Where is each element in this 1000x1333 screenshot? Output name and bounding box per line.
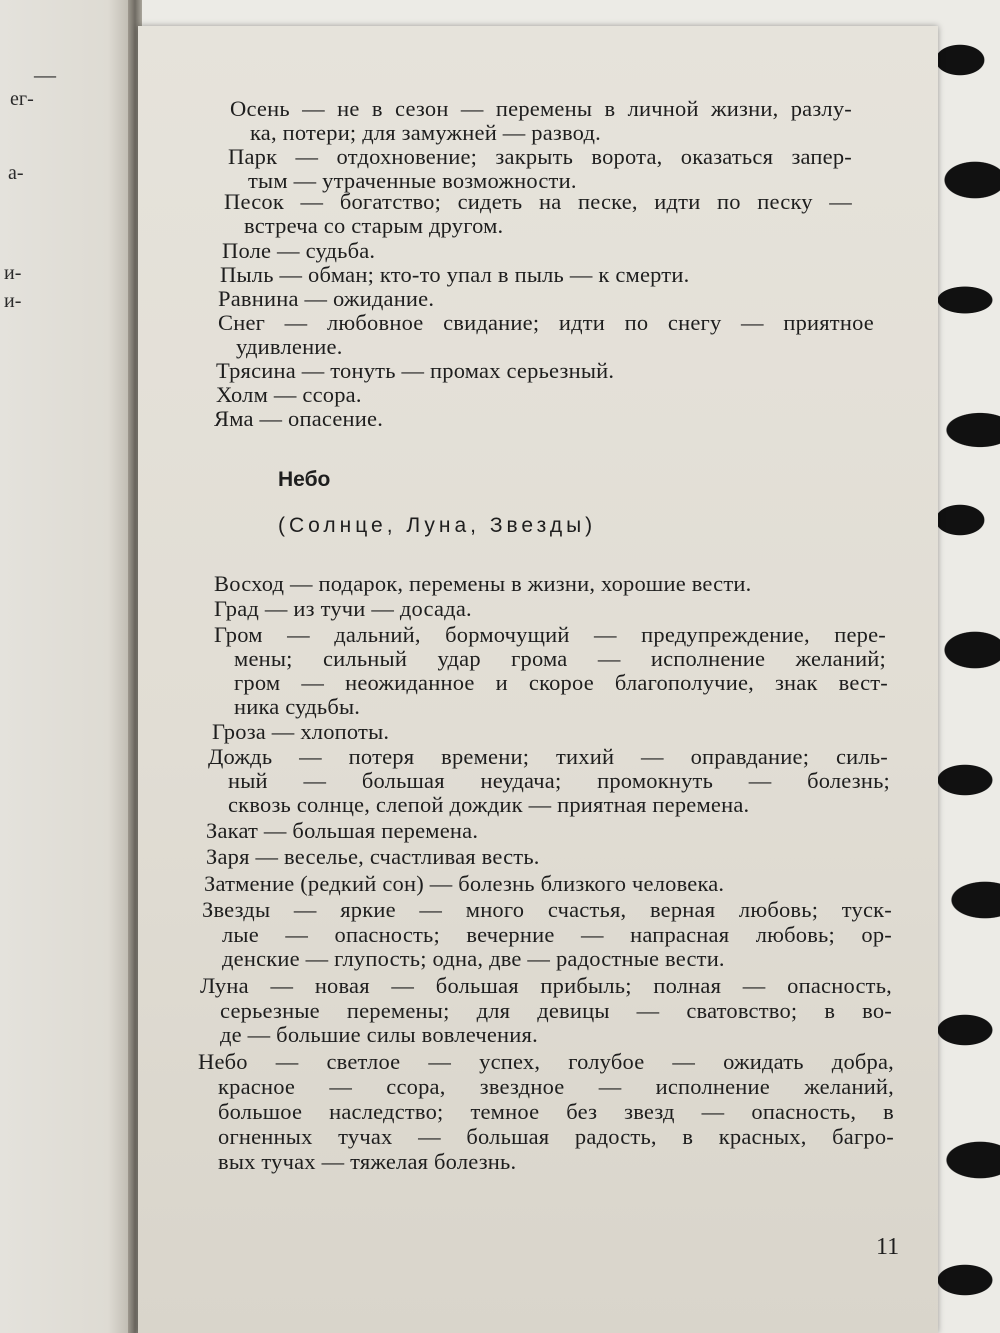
left-fragment: и- bbox=[4, 290, 22, 312]
left-fragment: и- bbox=[4, 262, 22, 284]
entry-line: Гром — дальний, бормочущий — предупреждение, пере- bbox=[214, 622, 886, 647]
entry-line: Звезды — яркие — много счастья, верная любовь; туск- bbox=[202, 897, 892, 922]
entry-line: огненных тучах — большая радость, в красных, багро- bbox=[218, 1124, 894, 1149]
book-page bbox=[138, 26, 938, 1333]
entry-line: вых тучах — тяжелая болезнь. bbox=[218, 1149, 517, 1174]
entry-line: Снег — любовное свидание; идти по снегу — приятное bbox=[218, 310, 874, 335]
entry-line: Луна — новая — большая прибыль; полная — опасность, bbox=[200, 973, 892, 998]
left-fragment: — bbox=[34, 62, 56, 87]
entry-line: серьезные перемены; для девицы — сватовство; в во- bbox=[220, 998, 892, 1023]
entry-line: ника судьбы. bbox=[234, 694, 361, 719]
entry-line: Песок — богатство; сидеть на песке, идти по песку — bbox=[224, 189, 852, 214]
entry-line: ка, потери; для замужней — развод. bbox=[250, 120, 601, 145]
entry-line: Град — из тучи — досада. bbox=[214, 596, 472, 621]
entry-line: Затмение (редкий сон) — болезнь близкого человека. bbox=[204, 871, 725, 896]
entry-line: встреча со старым другом. bbox=[244, 213, 504, 238]
entry-line: Осень — не в сезон — перемены в личной жизни, разлу- bbox=[230, 96, 852, 121]
left-fragment: ег- bbox=[10, 88, 34, 110]
entry-line: Яма — опасение. bbox=[214, 406, 384, 431]
entry-line: удивление. bbox=[236, 334, 343, 359]
entry-line: Заря — веселье, счастливая весть. bbox=[206, 844, 540, 869]
entry-line: Восход — подарок, перемены в жизни, хорошие вести. bbox=[214, 571, 752, 596]
entry-line: денские — глупость; одна, две — радостные вести. bbox=[222, 946, 725, 971]
entry-line: Поле — судьба. bbox=[222, 238, 376, 263]
section-title: Небо bbox=[278, 468, 331, 491]
entry-line: лые — опасность; вечерние — напрасная любовь; ор- bbox=[222, 922, 892, 947]
entry-line: гром — неожиданное и скорое благополучие, знак вест- bbox=[234, 670, 888, 695]
entry-line: мены; сильный удар грома — исполнение желаний; bbox=[234, 646, 886, 671]
entry-line: Дождь — потеря времени; тихий — оправдание; силь- bbox=[208, 744, 888, 769]
entry-line: тым — утраченные возможности. bbox=[248, 168, 577, 193]
entry-line: Парк — отдохновение; закрыть ворота, оказаться запер- bbox=[228, 144, 852, 169]
entry-line: большое наследство; темное без звезд — опасность, в bbox=[218, 1099, 894, 1124]
entry-line: Пыль — обман; кто-то упал в пыль — к смерти. bbox=[220, 262, 690, 287]
entry-line: сквозь солнце, слепой дождик — приятная перемена. bbox=[228, 792, 750, 817]
entry-line: Гроза — хлопоты. bbox=[212, 719, 390, 744]
entry-line: де — большие силы вовлечения. bbox=[220, 1022, 538, 1047]
entry-line: Закат — большая перемена. bbox=[206, 818, 479, 843]
previous-page-edge bbox=[0, 0, 135, 1333]
left-fragment: а- bbox=[8, 162, 24, 184]
entry-line: Равнина — ожидание. bbox=[218, 286, 435, 311]
entry-line: красное — ссора, звездное — исполнение желаний, bbox=[218, 1074, 894, 1099]
entry-line: Холм — ссора. bbox=[216, 382, 362, 407]
entry-line: Трясина — тонуть — промах серьезный. bbox=[216, 358, 615, 383]
section-subtitle: (Солнце, Луна, Звезды) bbox=[278, 514, 597, 537]
entry-line: ный — большая неудача; промокнуть — болезнь; bbox=[228, 768, 890, 793]
entry-line: Небо — светлое — успех, голубое — ожидать добра, bbox=[198, 1049, 894, 1074]
page-number: 11 bbox=[876, 1234, 900, 1260]
